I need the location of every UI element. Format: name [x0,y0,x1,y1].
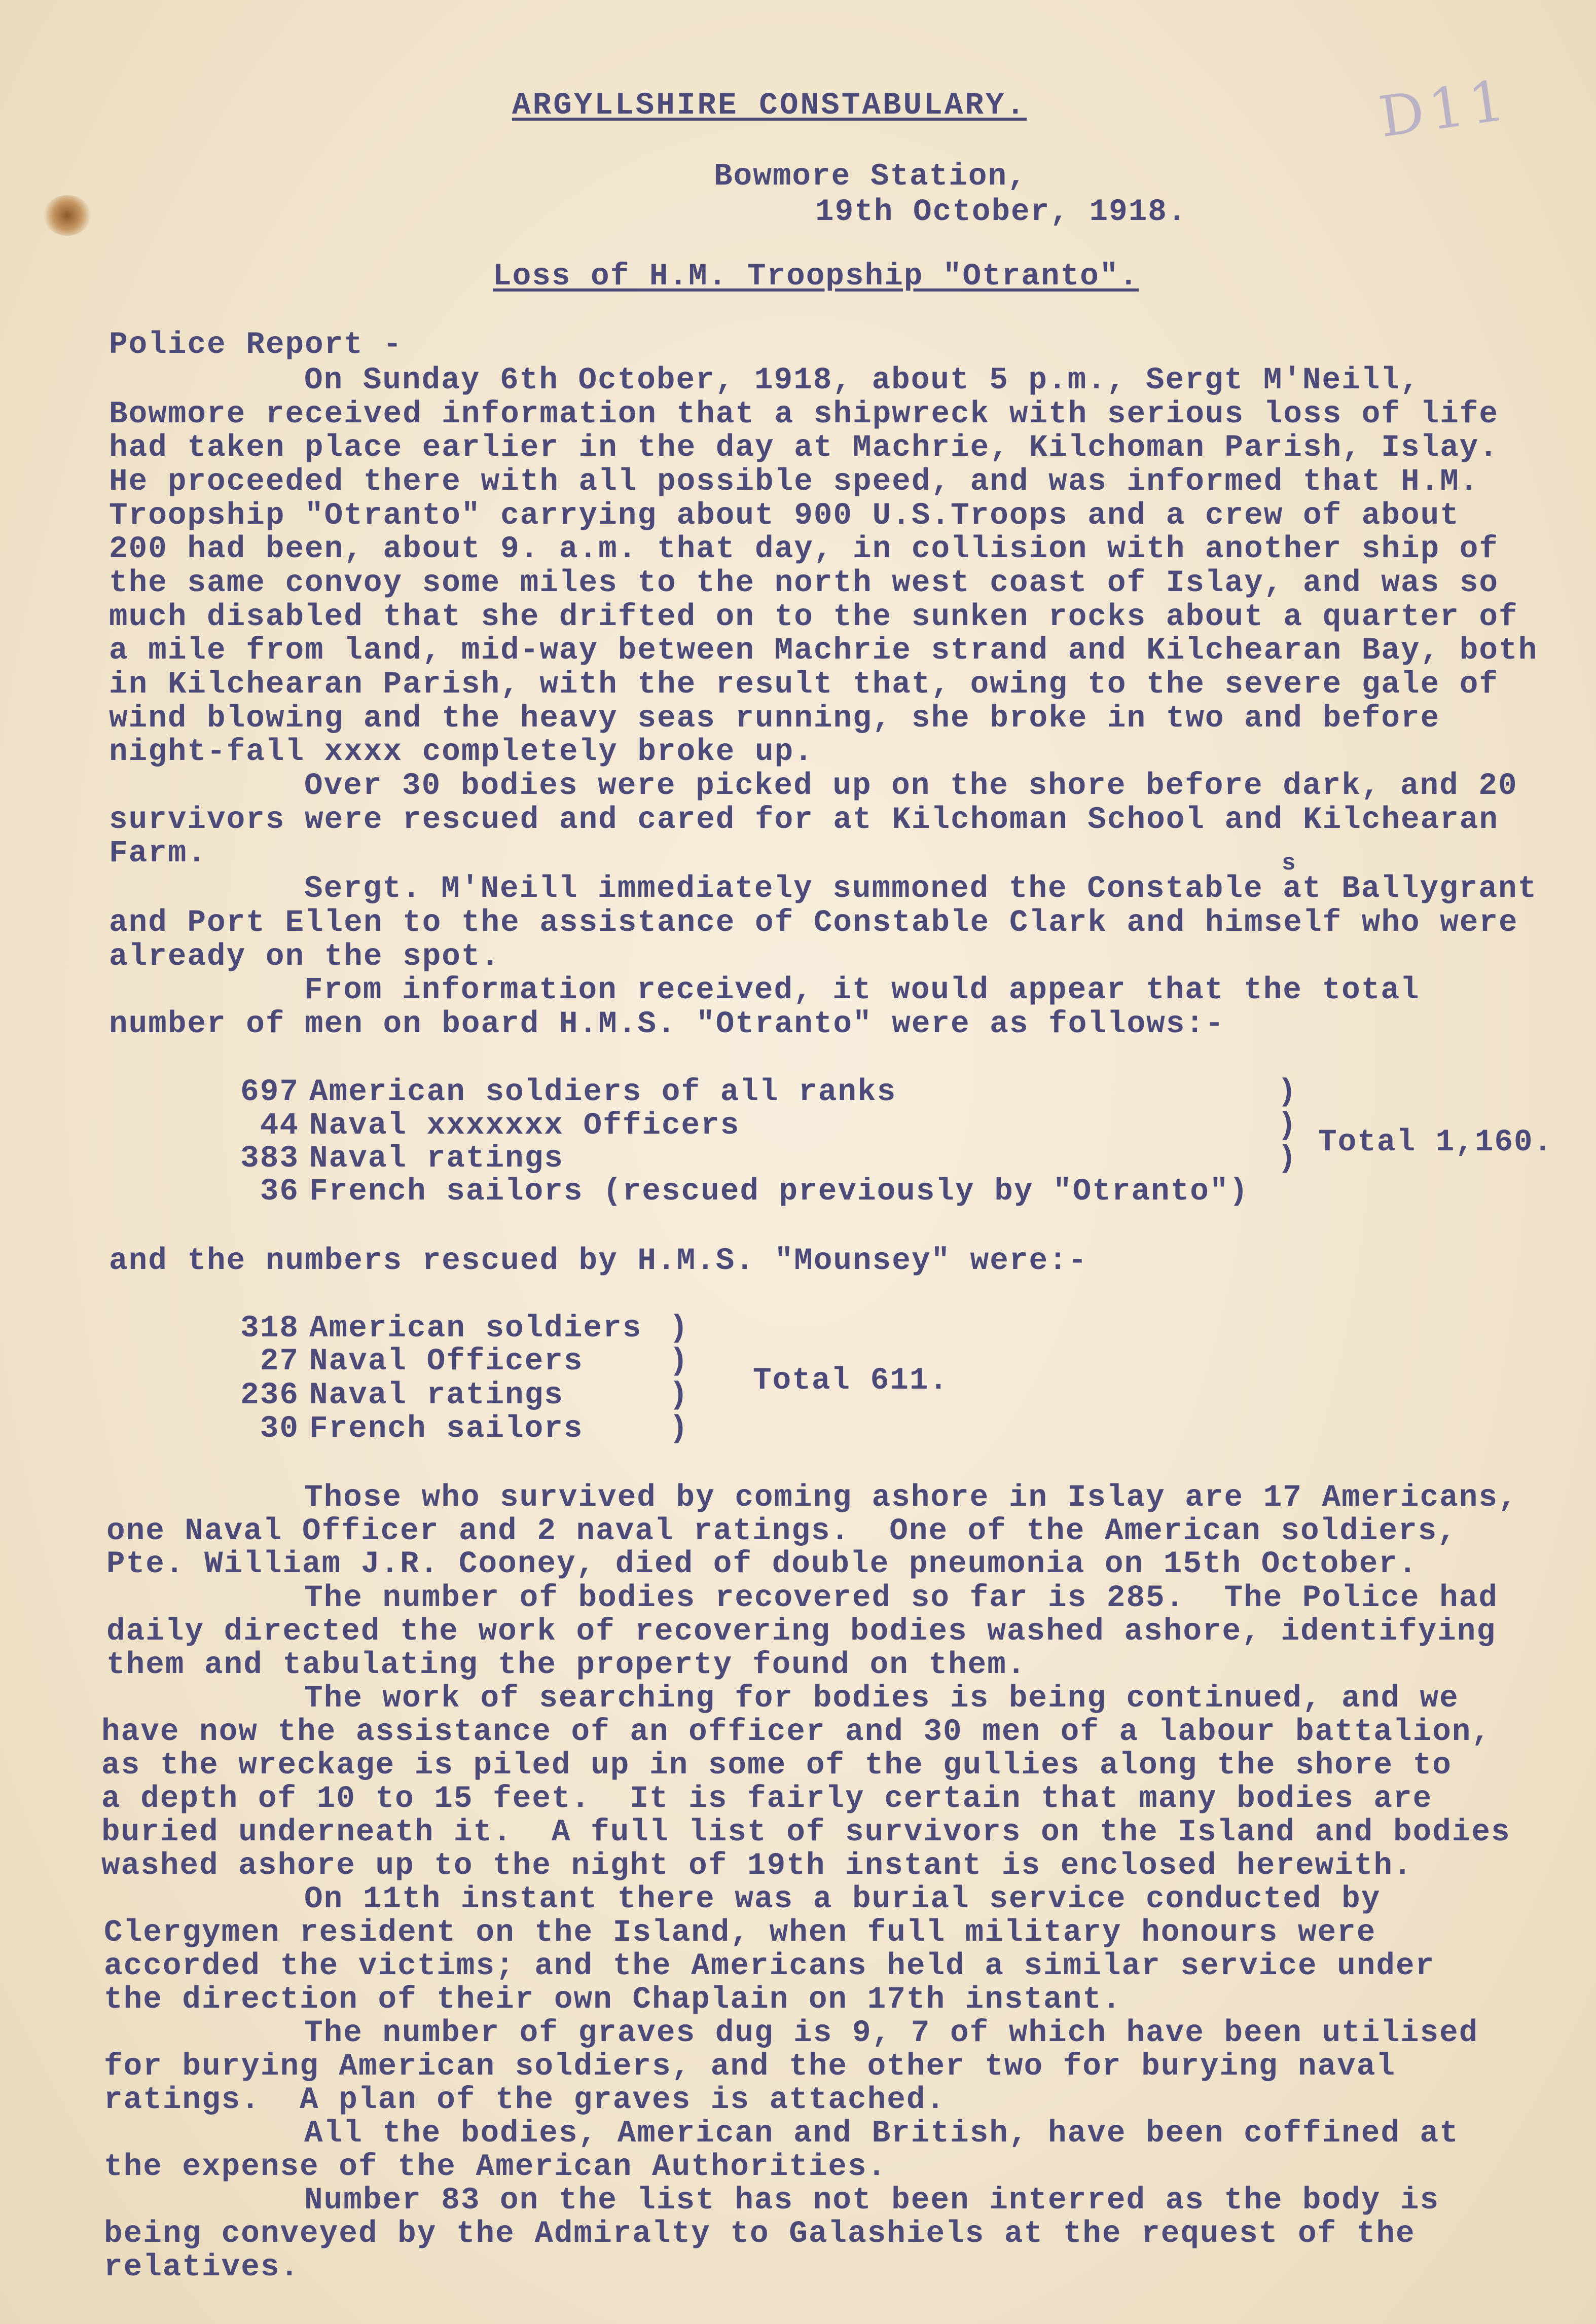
para5-line: the expense of the American Authorities. [104,2150,887,2185]
para5-line: one Naval Officer and 2 naval ratings. One of the American soldiers, [106,1514,1457,1549]
para5-line: for burying American soldiers, and the other two for burying naval [104,2049,1396,2084]
para1-line: night-fall xxxx completely broke up. [109,735,814,770]
para5-line: Pte. William J.R. Cooney, died of double pneumonia on 15th October. [106,1547,1418,1582]
para5-line: washed ashore up to the night of 19th instant is enclosed herewith. [101,1848,1413,1883]
para5-line: the direction of their own Chaplain on 17th instant. [104,1982,1122,2017]
para5-line: ratings. A plan of the graves is attached. [104,2083,946,2118]
para1-line: 200 had been, about 9. a.m. that day, in collision with another ship of [109,532,1499,567]
para1-line: in Kilchearan Parish, with the result that, owing to the severe gale of [109,667,1499,702]
para1-line: On Sunday 6th October, 1918, about 5 p.m., Sergt M'Neill, [304,363,1420,398]
para1-line: much disabled that she drifted on to the sunken rocks about a quarter of [109,600,1518,635]
para5-line: a depth of 10 to 15 feet. It is fairly certain that many bodies are [101,1782,1433,1817]
para5-line: Number 83 on the list has not been interred as the body is [304,2183,1440,2218]
rescued-total: Total 611. [753,1363,949,1398]
para1-line: He proceeded there with all possible speed, and was informed that H.M. [109,464,1479,499]
onboard-count: 36 [260,1174,299,1209]
para5-line: Those who survived by coming ashore in Islay are 17 Americans, [304,1480,1518,1515]
rescued-desc: French sailors [309,1411,584,1446]
para5-line: The number of graves dug is 9, 7 of which have been utilised [304,2016,1479,2051]
para3-line: already on the spot. [109,939,501,974]
para3-line: and Port Ellen to the assistance of Constable Clark and himself who were [109,905,1518,940]
para5-line: have now the assistance of an officer and 30 men of a labour battalion, [101,1715,1492,1750]
report-label: Police Report - [109,328,403,362]
onboard-desc: Naval xxxxxxx Officers [309,1108,740,1143]
para2-line: Farm. [109,836,207,871]
onboard-brace: ) [1278,1141,1297,1176]
para4-line: number of men on board H.M.S. "Otranto" were as follows:- [109,1007,1225,1042]
onboard-count: 697 [240,1075,299,1110]
para5-line: The number of bodies recovered so far is 285. The Police had [304,1581,1498,1616]
margin-mark: D11 [1375,67,1514,150]
rescued-count: 318 [240,1311,299,1346]
para5-line: Clergymen resident on the Island, when full military honours were [104,1915,1376,1950]
para2-line: Over 30 bodies were picked up on the shore before dark, and 20 [304,769,1518,804]
para1-line: the same convoy some miles to the north west coast of Islay, and was so [109,566,1499,601]
para2-line: survivors were rescued and cared for at Kilchoman School and Kilchearan [109,803,1499,838]
rescued-brace: ) [669,1378,689,1413]
rescued-brace: ) [669,1411,689,1446]
para1-line: wind blowing and the heavy seas running, she broke in two and before [109,701,1440,736]
onboard-desc: American soldiers of all ranks [309,1075,897,1110]
onboard-brace: ) [1278,1108,1297,1143]
rescued-brace: ) [669,1344,689,1379]
para4-line: From information received, it would appear that the total [304,973,1420,1008]
para5-line: relatives. [104,2250,300,2285]
rescued-desc: Naval ratings [309,1378,564,1413]
para5-line: The work of searching for bodies is being continued, and we [304,1681,1459,1716]
rescued-brace: ) [669,1311,689,1346]
para5-line: as the wreckage is piled up in some of the gullies along the shore to [101,1748,1452,1783]
onboard-total: Total 1,160. [1318,1125,1553,1160]
typed-insert-s: s [1282,850,1297,877]
onboard-brace: ) [1278,1075,1297,1110]
para5-line: daily directed the work of recovering bodies washed ashore, identifying [106,1614,1497,1649]
onboard-count: 44 [260,1108,299,1143]
onboard-desc: Naval ratings [309,1141,564,1176]
rust-stain [43,195,91,236]
para5-line: accorded the victims; and the Americans held a similar service under [104,1949,1435,1984]
para5-line: them and tabulating the property found on them. [106,1648,1027,1683]
rescued-desc: Naval Officers [309,1344,584,1379]
rescued-count: 236 [240,1378,299,1413]
rescued-count: 30 [260,1411,299,1446]
para1-line: a mile from land, mid-way between Machrie strand and Kilchearan Bay, both [109,633,1538,668]
letterhead-title: ARGYLLSHIRE CONSTABULARY. [512,88,1027,123]
para5-line: being conveyed by the Admiralty to Galashiels at the request of the [104,2217,1416,2252]
station-line: Bowmore Station, [714,159,1027,194]
para1-line: had taken place earlier in the day at Machrie, Kilchoman Parish, Islay. [109,430,1499,465]
rescued-count: 27 [260,1344,299,1379]
date-line: 19th October, 1918. [815,195,1187,230]
para1-line: Troopship "Otranto" carrying about 900 U.S.Troops and a crew of about [109,498,1460,533]
rescued-desc: American soldiers [309,1311,642,1346]
para5-line: buried underneath it. A full list of survivors on the Island and bodies [101,1815,1511,1850]
rescued-intro: and the numbers rescued by H.M.S. "Mounsey" were:- [109,1244,1088,1279]
para5-line: All the bodies, American and British, have been coffined at [304,2116,1459,2151]
onboard-desc: French sailors (rescued previously by "Otranto") [309,1174,1249,1209]
para1-line: Bowmore received information that a shipwreck with serious loss of life [109,397,1499,432]
onboard-count: 383 [240,1141,299,1176]
para5-line: On 11th instant there was a burial service conducted by [304,1882,1381,1917]
para3-line: Sergt. M'Neill immediately summoned the Constable at Ballygrant [304,872,1538,906]
subject-line: Loss of H.M. Troopship "Otranto". [493,259,1139,294]
